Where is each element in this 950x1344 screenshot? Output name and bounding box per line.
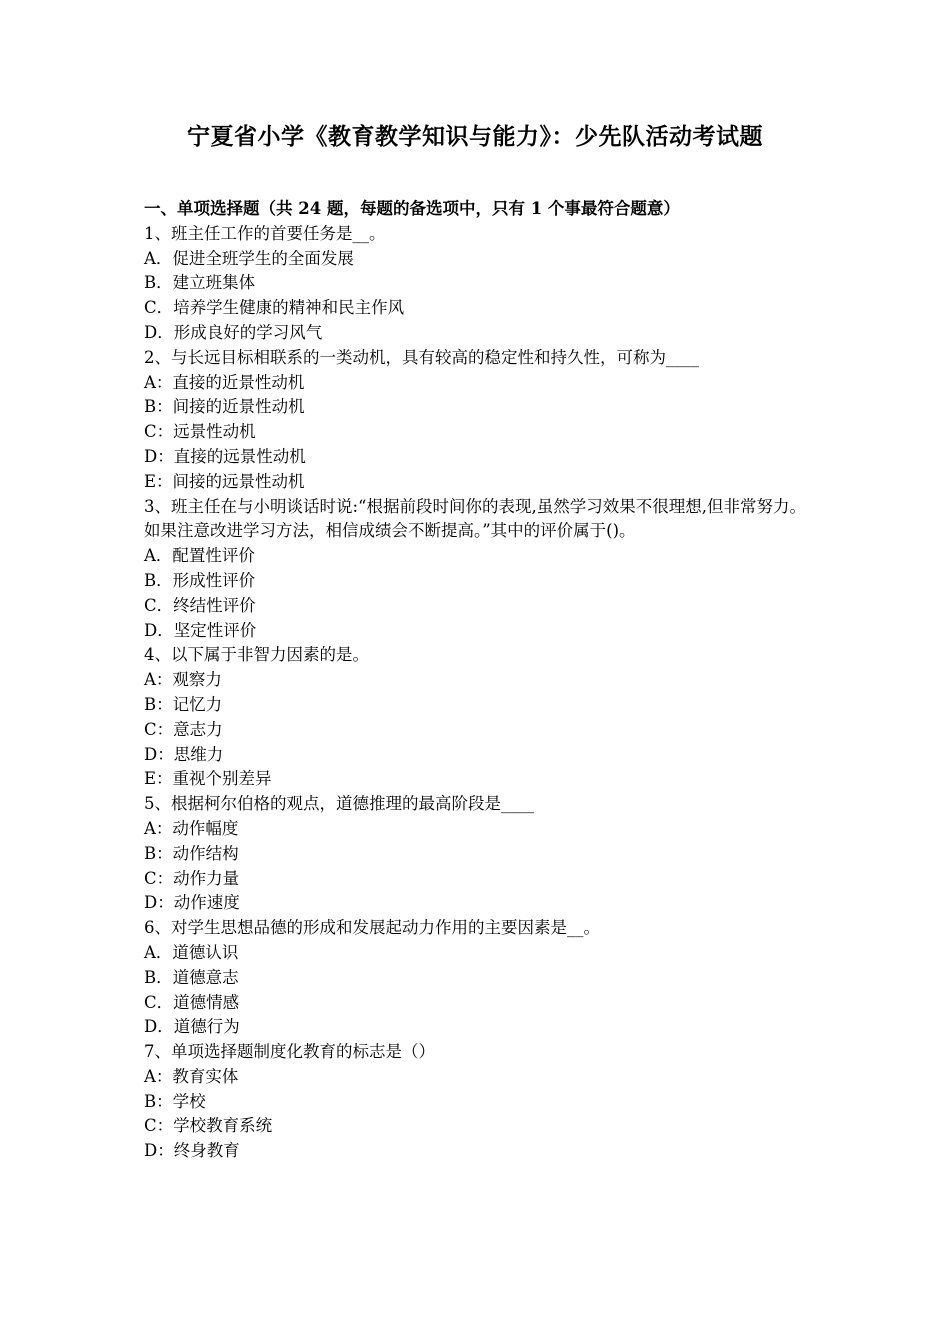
question-stem: 2、与长远目标相联系的一类动机，具有较高的稳定性和持久性，可称为____: [144, 347, 699, 367]
option-d: D．坚定性评价: [144, 620, 257, 640]
option-c: C．道德情感: [144, 992, 240, 1012]
question-7: [144, 1040, 814, 1164]
question-stem: 3、班主任在与小明谈话时说:“根据前段时间你的表现,虽然学习效果不很理想,但非常努力。如果注意改进学习方法，相信成绩会不断提高。”其中的评价属于()。: [144, 496, 806, 541]
question-stem: 1、班主任工作的首要任务是__。: [144, 223, 386, 243]
option-c: C．培养学生健康的精神和民主作风: [144, 298, 405, 318]
question-3: [144, 495, 814, 644]
option-a: A：观察力: [144, 670, 222, 690]
option-c: C：远景性动机: [144, 422, 256, 442]
option-e: E：间接的远景性动机: [144, 471, 305, 491]
option-a: A．道德认识: [144, 942, 239, 962]
question-stem: 4、以下属于非智力因素的是。: [144, 645, 369, 665]
option-a: A：教育实体: [144, 1066, 239, 1086]
option-d: D：动作速度: [144, 893, 240, 913]
option-c: C：动作力量: [144, 868, 240, 888]
question-stem: 5、根据柯尔伯格的观点，道德推理的最高阶段是____: [144, 794, 534, 814]
question-2: [144, 346, 814, 495]
option-d: D：直接的远景性动机: [144, 446, 306, 466]
option-a: A．配置性评价: [144, 546, 255, 566]
option-c: C．终结性评价: [144, 595, 256, 615]
page-title: 宁夏省小学《教育教学知识与能力》：少先队活动考试题: [187, 123, 763, 150]
exam-content: [144, 197, 814, 1164]
section-heading: 一、单项选择题（共 24 题，每题的备选项中，只有 1 个事最符合题意）: [144, 199, 680, 218]
option-a: A．促进全班学生的全面发展: [144, 248, 354, 268]
option-b: B．道德意志: [144, 967, 239, 987]
option-d: D．道德行为: [144, 1017, 240, 1037]
question-5: [144, 792, 814, 916]
option-c: C：意志力: [144, 719, 223, 739]
option-d: D：思维力: [144, 744, 224, 764]
question-stem: 7、单项选择题制度化教育的标志是（）: [144, 1042, 435, 1062]
question-4: [144, 643, 814, 792]
option-a: A：直接的近景性动机: [144, 372, 305, 392]
option-c: C：学校教育系统: [144, 1116, 273, 1136]
option-d: D：终身教育: [144, 1141, 240, 1161]
option-b: B．形成性评价: [144, 570, 256, 590]
question-6: [144, 916, 814, 1040]
option-b: B：间接的近景性动机: [144, 397, 305, 417]
question-stem: 6、对学生思想品德的形成和发展起动力作用的主要因素是__。: [144, 918, 600, 938]
option-e: E：重视个别差异: [144, 769, 272, 789]
option-a: A：动作幅度: [144, 818, 239, 838]
question-1: [144, 222, 814, 346]
option-b: B：记忆力: [144, 694, 223, 714]
option-b: B．建立班集体: [144, 273, 256, 293]
option-b: B：动作结构: [144, 843, 239, 863]
option-d: D．形成良好的学习风气: [144, 322, 323, 342]
option-b: B：学校: [144, 1091, 206, 1111]
